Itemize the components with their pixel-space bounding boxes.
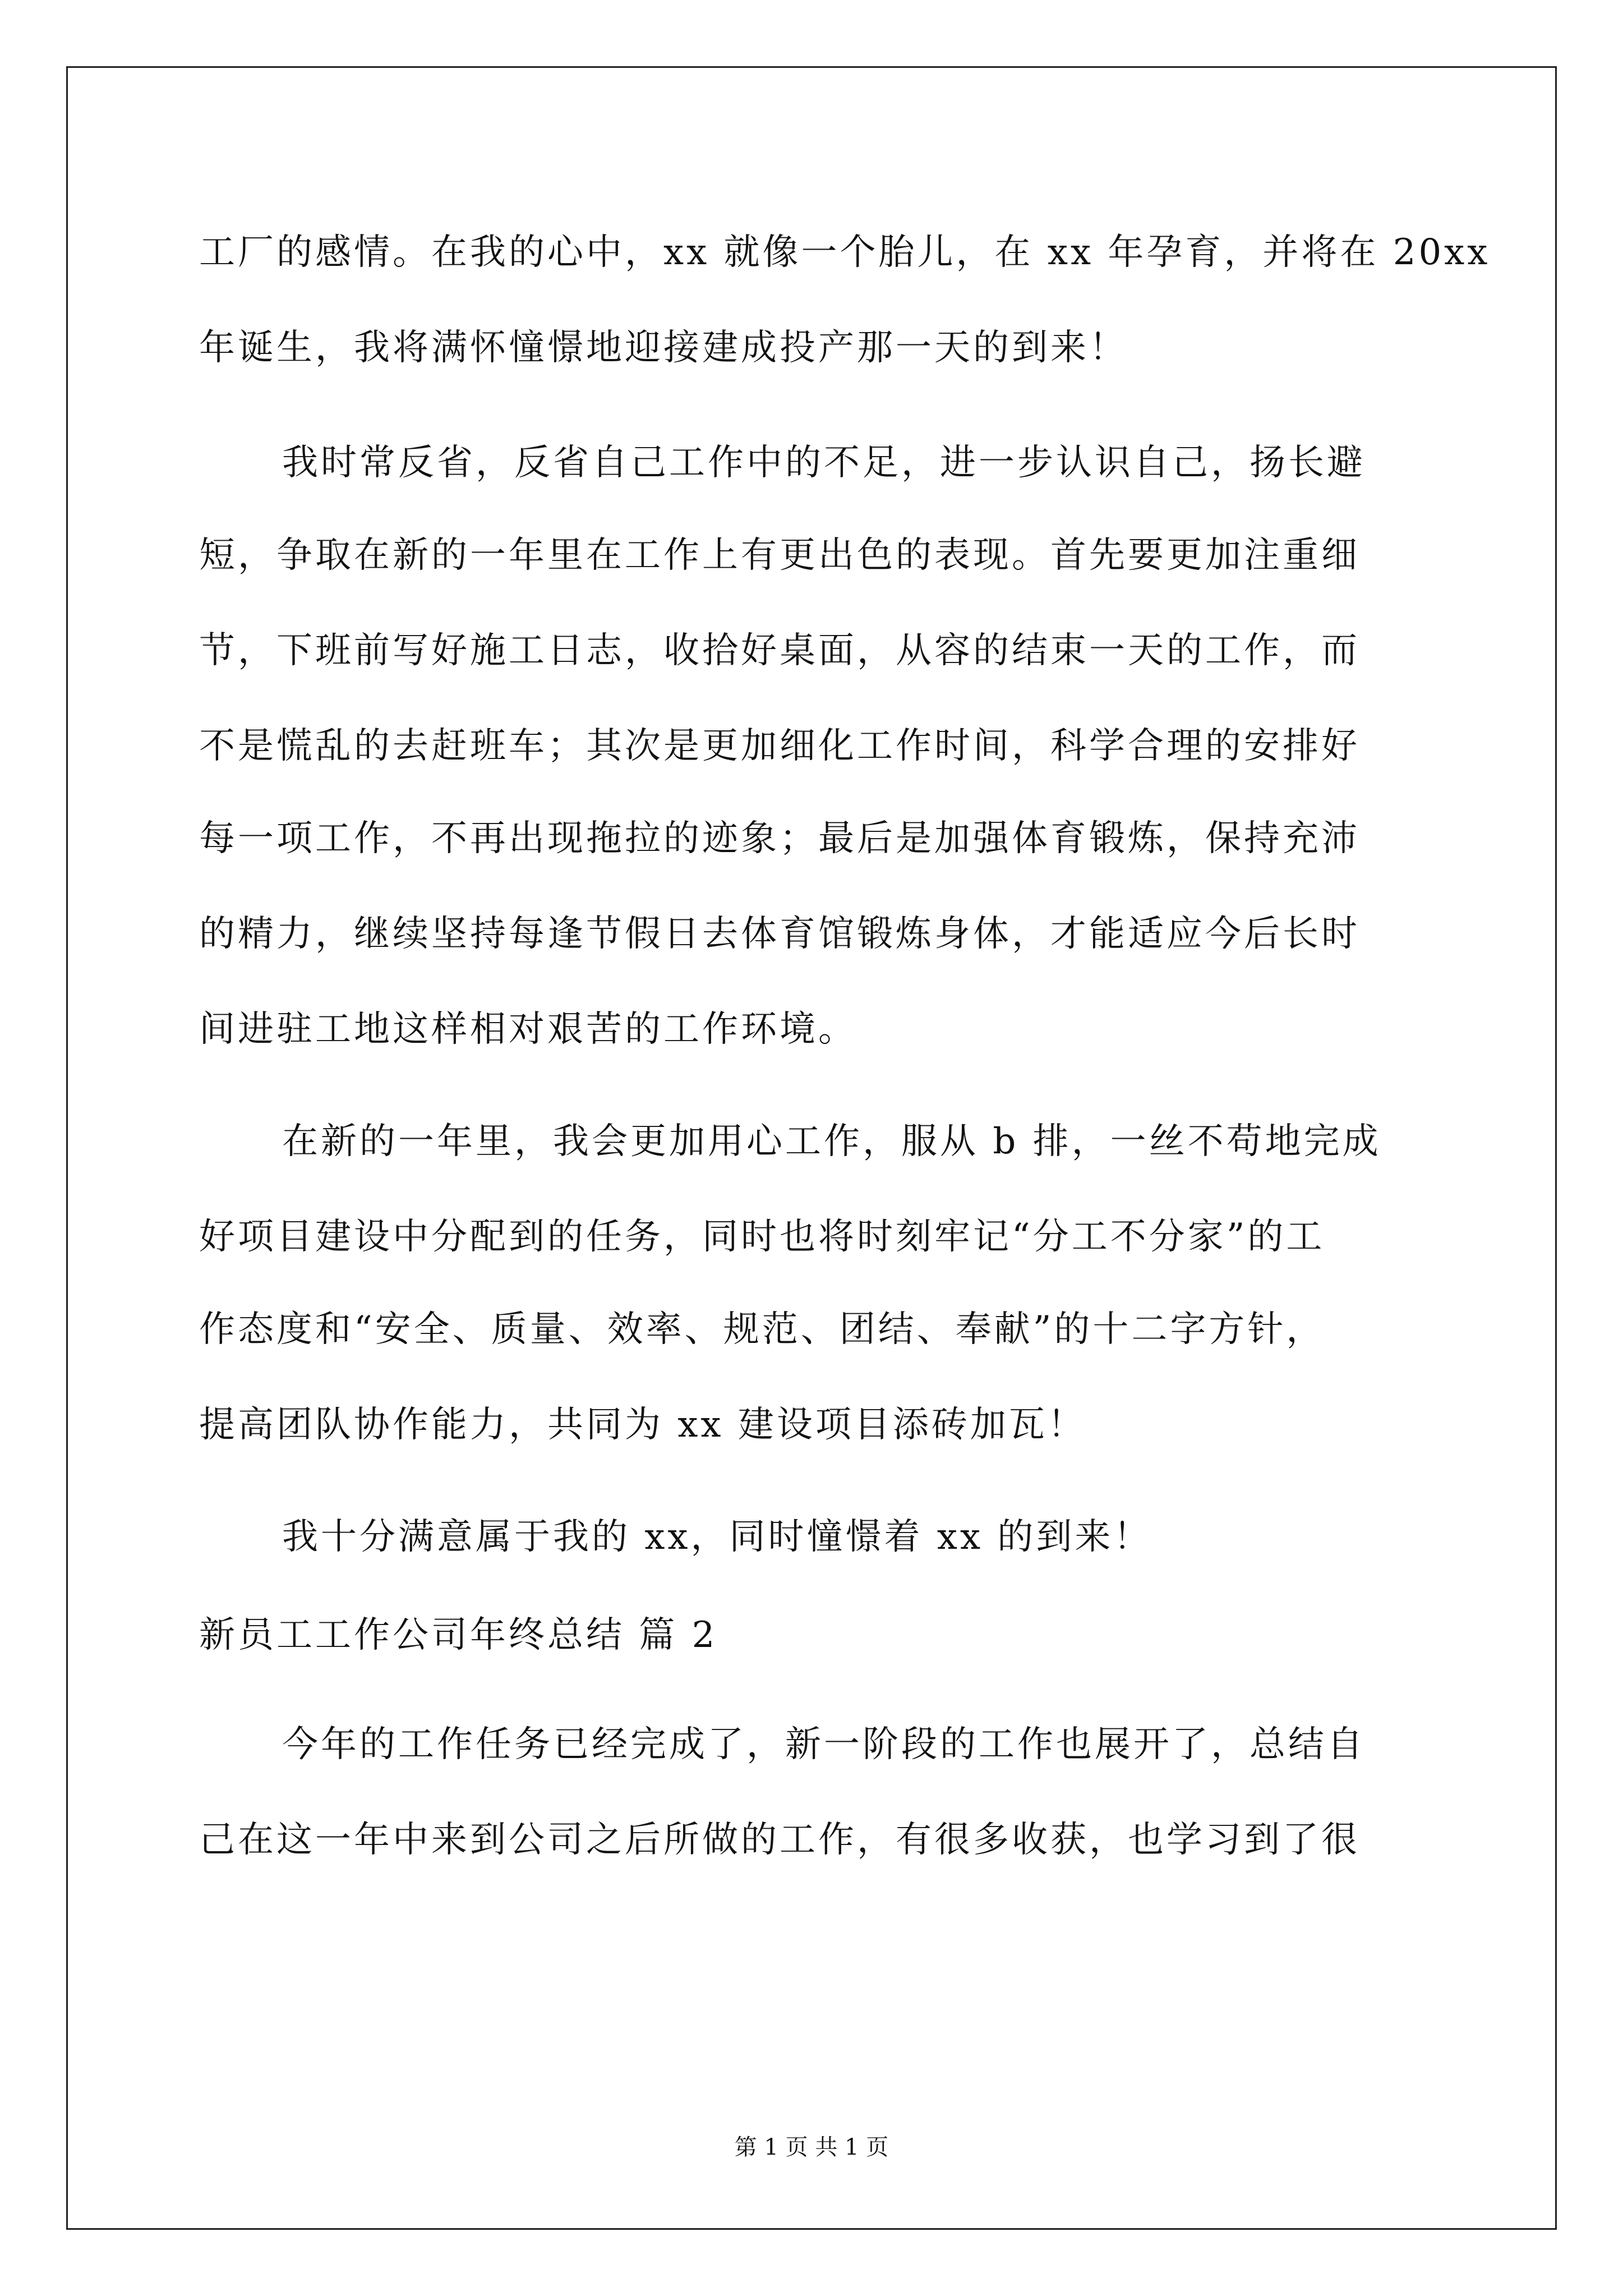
page-number-footer: 第 1 页 共 1 页 [734, 2134, 889, 2160]
